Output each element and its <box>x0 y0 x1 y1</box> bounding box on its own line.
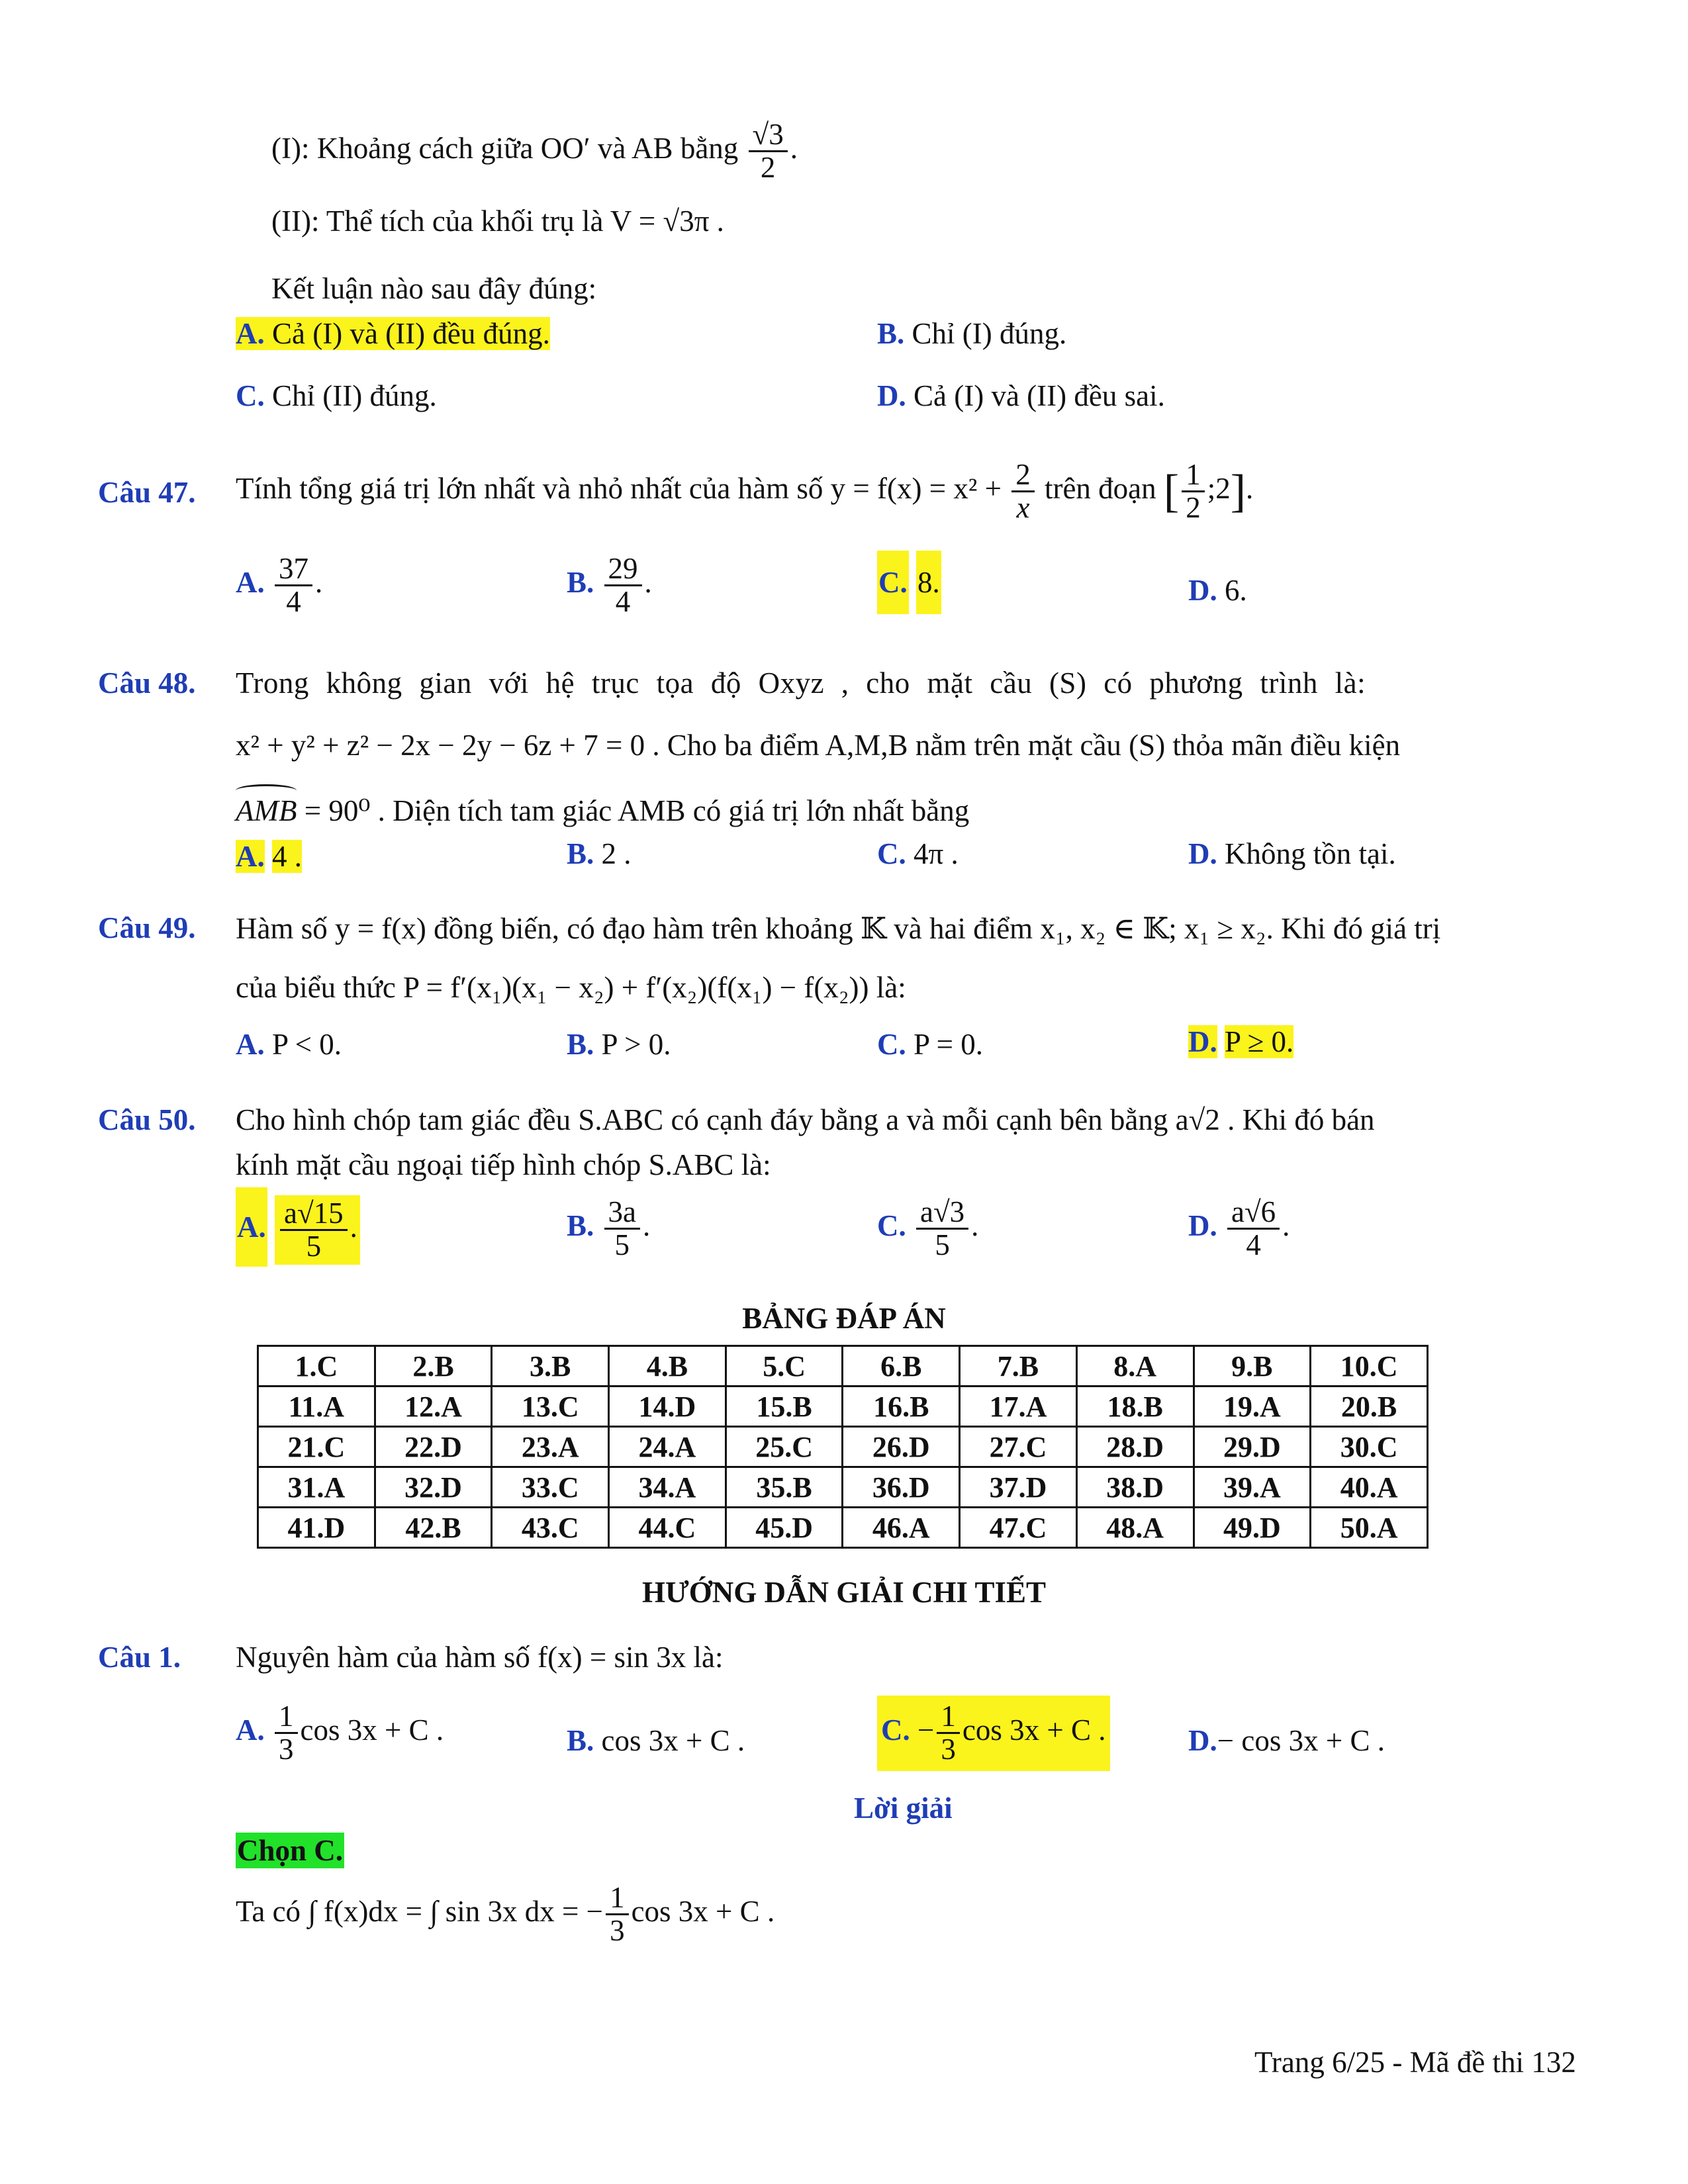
fraction-numerator: a√3 <box>916 1197 968 1230</box>
option-d[interactable] <box>1188 1723 1385 1758</box>
answer-cell: 50.A <box>1311 1508 1428 1548</box>
answer-cell: 26.D <box>843 1427 960 1467</box>
guide-title: HƯỚNG DẪN GIẢI CHI TIẾT <box>641 1576 1047 1609</box>
answer-cell: 30.C <box>1311 1427 1428 1467</box>
option-text: 8. <box>916 551 941 614</box>
fraction-denominator: 4 <box>286 585 301 619</box>
option-label: A. <box>236 1713 265 1747</box>
option-text: cos 3x + C . <box>962 1713 1106 1747</box>
answer-cell: 45.D <box>726 1508 843 1548</box>
option-label: D. <box>1188 1209 1217 1243</box>
option-a[interactable]: A. $\frac{37}{4}$ . <box>236 552 323 619</box>
answer-cell: 9.B <box>1194 1346 1311 1387</box>
option-label: A. <box>236 566 265 600</box>
fraction-numerator: 37 <box>275 553 312 586</box>
fraction-numerator: 29 <box>604 553 642 586</box>
answer-choice <box>236 1833 344 1868</box>
fraction-denominator: 2 <box>1186 491 1201 525</box>
option-text: P ≥ 0. <box>1225 1025 1294 1058</box>
answer-cell: 22.D <box>375 1427 492 1467</box>
question-text: Tính tổng giá trị lớn nhất và nhỏ nhất của hàm số y = f(x) = x² + <box>236 472 1002 506</box>
statement-2-text: : Thể tích của khối trụ là V = √3π . <box>310 205 724 238</box>
answer-cell: 11.A <box>258 1387 375 1427</box>
answer-cell: 6.B <box>843 1346 960 1387</box>
question-text: = 90⁰ . Diện tích tam giác AMB có giá trị lớn nhất bằng <box>304 794 970 827</box>
answer-cell: 23.A <box>492 1427 609 1467</box>
answer-cell: 2.B <box>375 1346 492 1387</box>
answer-table-title: BẢNG ĐÁP ÁN <box>742 1302 946 1335</box>
option-label: B. <box>567 1209 594 1243</box>
answer-cell: 28.D <box>1076 1427 1194 1467</box>
answer-cell: 42.B <box>375 1508 492 1548</box>
option-label: B. <box>877 317 905 350</box>
option-label: A. <box>236 840 265 873</box>
question-50-line-2: kính mặt cầu ngoại tiếp hình chóp S.ABC là: <box>236 1148 771 1181</box>
question-50-line-1: Cho hình chóp tam giác đều S.ABC có cạnh đáy bằng a và mỗi cạnh bên bằng a√2 . Khi đó bán <box>236 1103 1375 1136</box>
answer-cell: 4.B <box>609 1346 726 1387</box>
option-c[interactable] <box>877 551 941 614</box>
answer-cell: 24.A <box>609 1427 726 1467</box>
question-49-line-2: của biểu thức P = f′(x₁)(x₁ − x₂) + f′(x₂)(f(x₁) − f(x₂)) là: <box>236 971 906 1004</box>
option-label: D. <box>1188 837 1217 870</box>
option-label: D. <box>1188 574 1217 607</box>
answer-cell: 12.A <box>375 1387 492 1427</box>
option-label: C. <box>877 1209 906 1243</box>
option-label: C. <box>236 379 265 412</box>
fraction <box>916 1197 968 1261</box>
option-text: Chỉ (II) đúng. <box>272 379 437 412</box>
answer-cell: 31.A <box>258 1467 375 1508</box>
option-text: Không tồn tại. <box>1225 837 1396 870</box>
fraction-denominator: 3 <box>941 1733 956 1766</box>
statement-1-fraction <box>749 119 788 184</box>
answer-cell: 37.D <box>960 1467 1077 1508</box>
question-text: trên đoạn <box>1044 472 1156 506</box>
question-number: Câu 49. <box>98 911 196 944</box>
question-47-text: Tính tổng giá trị lớn nhất và nhỏ nhất của hàm số y = f(x) = x² + $\frac{2}{x}$ trên đoạn [ $\frac{1}{2}$ ;2]. <box>236 458 1254 525</box>
option-label: B. <box>567 1028 594 1061</box>
fraction-numerator: a√6 <box>1227 1197 1280 1230</box>
option-c[interactable] <box>877 1696 1110 1771</box>
option-a[interactable] <box>236 1027 342 1062</box>
answer-cell: 17.A <box>960 1387 1077 1427</box>
option-text: 4 . <box>272 840 302 873</box>
option-b[interactable]: B. $\frac{3a}{5}$ . <box>567 1195 651 1262</box>
fraction <box>275 1701 298 1766</box>
answer-cell: 41.D <box>258 1508 375 1548</box>
answer-cell: 36.D <box>843 1467 960 1508</box>
fraction-numerator: 1 <box>1182 459 1205 492</box>
option-b[interactable] <box>567 1027 671 1062</box>
statement-2 <box>271 204 724 238</box>
option-text: − cos 3x + C . <box>1217 1724 1385 1757</box>
option-d[interactable] <box>1188 573 1247 608</box>
answer-cell: 13.C <box>492 1387 609 1427</box>
fraction <box>1011 459 1035 524</box>
statement-2-label: (II) <box>271 205 311 238</box>
question-48-line-3 <box>236 793 969 828</box>
fraction-denominator: 5 <box>614 1228 630 1262</box>
answer-row <box>258 1346 1428 1387</box>
statement-1-text: : Khoảng cách giữa OO′ và AB bằng <box>301 132 739 165</box>
option-d[interactable] <box>1188 837 1396 871</box>
answer-cell: 15.B <box>726 1387 843 1427</box>
option-label: A. <box>237 1210 266 1244</box>
question-number: Câu 48. <box>98 666 196 700</box>
fraction-denominator: 3 <box>279 1733 294 1766</box>
option-a[interactable] <box>236 316 550 351</box>
angle-symbol: AMB <box>236 794 297 827</box>
fraction <box>604 1197 640 1261</box>
answer-row <box>258 1427 1428 1467</box>
option-d[interactable] <box>877 379 1165 413</box>
answer-cell: 16.B <box>843 1387 960 1427</box>
answer-cell: 27.C <box>960 1427 1077 1467</box>
conclusion-prompt: Kết luận nào sau đây đúng: <box>271 272 597 305</box>
answer-cell: 39.A <box>1194 1467 1311 1508</box>
fraction-numerator: 3a <box>604 1197 640 1230</box>
fraction <box>604 553 642 618</box>
option-label: D. <box>1188 1025 1217 1058</box>
option-a[interactable]: A. $\frac{a√15}{5}$ . <box>236 1187 360 1267</box>
option-text: cos 3x + C . <box>300 1713 444 1747</box>
statement-1: (I): Khoảng cách giữa OO′ và AB bằng $\frac{√3}{2}$ . <box>271 118 798 185</box>
segment-fraction <box>1182 459 1205 524</box>
option-label: D. <box>1188 1724 1217 1757</box>
option-label: A. <box>236 317 265 350</box>
answer-cell: 1.C <box>258 1346 375 1387</box>
option-b[interactable] <box>877 316 1066 351</box>
option-a[interactable] <box>236 839 302 874</box>
answer-cell: 40.A <box>1311 1467 1428 1508</box>
answer-cell: 25.C <box>726 1427 843 1467</box>
work-text: Ta có ∫ f(x)dx = ∫ sin 3x dx = − <box>236 1895 604 1929</box>
question-49-line-1: Hàm số y = f(x) đồng biến, có đạo hàm trên khoảng 𝕂 và hai điểm x₁, x₂ ∈ 𝕂; x₁ ≥ x₂. Khi đó giá trị <box>236 912 1441 945</box>
fraction-denominator: 5 <box>935 1228 950 1262</box>
answer-cell: 35.B <box>726 1467 843 1508</box>
statement-1-label: (I) <box>271 132 301 165</box>
option-c[interactable] <box>236 379 437 413</box>
option-b[interactable] <box>567 837 632 871</box>
question-number: Câu 47. <box>98 476 196 509</box>
fraction-numerator: 1 <box>937 1701 960 1734</box>
answer-row <box>258 1467 1428 1508</box>
answer-cell: 5.C <box>726 1346 843 1387</box>
option-a[interactable] <box>236 1701 444 1766</box>
answer-cell: 7.B <box>960 1346 1077 1387</box>
option-text: Cả (I) và (II) đều đúng. <box>272 317 550 350</box>
option-label: C. <box>878 566 908 599</box>
option-text: 4π . <box>914 837 959 870</box>
answer-cell: 14.D <box>609 1387 726 1427</box>
fraction-denominator: x <box>1016 491 1030 525</box>
answer-cell: 29.D <box>1194 1427 1311 1467</box>
fraction <box>937 1701 960 1766</box>
answer-cell: 32.D <box>375 1467 492 1508</box>
fraction-numerator: √3 <box>749 119 788 152</box>
option-text: 6. <box>1225 574 1247 607</box>
answer-cell: 8.A <box>1076 1346 1194 1387</box>
fraction-denominator: 2 <box>760 151 776 185</box>
answer-cell: 3.B <box>492 1346 609 1387</box>
fraction-denominator: 3 <box>610 1914 625 1948</box>
option-c[interactable] <box>877 837 959 871</box>
option-label: B. <box>567 1724 594 1757</box>
answer-row <box>258 1387 1428 1427</box>
question-48-line-2: x² + y² + z² − 2x − 2y − 6z + 7 = 0 . Cho ba điểm A,M,B nằm trên mặt cầu (S) thỏa mãn điều kiện <box>236 729 1401 762</box>
option-text: P > 0. <box>601 1028 671 1061</box>
question-number: Câu 1. <box>98 1641 181 1674</box>
option-c[interactable] <box>877 1027 983 1062</box>
option-label: C. <box>877 837 906 870</box>
fraction <box>275 553 312 618</box>
answer-cell: 48.A <box>1076 1508 1194 1548</box>
answer-cell: 18.B <box>1076 1387 1194 1427</box>
fraction-numerator: a√15 <box>280 1198 348 1231</box>
option-b[interactable] <box>567 1723 745 1758</box>
question-48-line-1: Trong không gian với hệ trục tọa độ Oxyz , cho mặt cầu (S) có phương trình là: <box>236 666 1366 700</box>
answer-cell: 20.B <box>1311 1387 1428 1427</box>
answer-cell: 10.C <box>1311 1346 1428 1387</box>
solution-title: Lời giải <box>854 1792 953 1825</box>
answer-cell: 47.C <box>960 1508 1077 1548</box>
answer-table <box>257 1345 1429 1549</box>
option-label: B. <box>567 566 594 600</box>
fraction-numerator: 1 <box>275 1701 298 1734</box>
option-text: cos 3x + C . <box>601 1724 745 1757</box>
answer-cell: 44.C <box>609 1508 726 1548</box>
work-text: cos 3x + C . <box>631 1895 775 1929</box>
option-label: D. <box>877 379 906 412</box>
answer-cell: 34.A <box>609 1467 726 1508</box>
guide-question-text: Nguyên hàm của hàm số f(x) = sin 3x là: <box>236 1641 724 1674</box>
answer-cell: 33.C <box>492 1467 609 1508</box>
fraction-denominator: 4 <box>615 585 631 619</box>
option-label: B. <box>567 837 594 870</box>
answer-row <box>258 1508 1428 1548</box>
option-text: Cả (I) và (II) đều sai. <box>914 379 1165 412</box>
answer-cell: 49.D <box>1194 1508 1311 1548</box>
option-label: A. <box>236 1028 265 1061</box>
solution-work <box>236 1882 774 1947</box>
fraction <box>1227 1197 1280 1261</box>
fraction <box>280 1198 348 1263</box>
answer-cell: 43.C <box>492 1508 609 1548</box>
option-text: 2 . <box>601 837 632 870</box>
option-d[interactable]: D. $\frac{a√6}{4}$ . <box>1188 1195 1290 1262</box>
minus-sign: − <box>917 1713 935 1747</box>
option-label: C. <box>881 1713 910 1747</box>
option-d[interactable] <box>1188 1024 1293 1059</box>
option-c[interactable]: C. $\frac{a√3}{5}$ . <box>877 1195 979 1262</box>
fraction-denominator: 4 <box>1246 1228 1261 1262</box>
fraction-numerator: 1 <box>606 1882 629 1915</box>
fraction-numerator: 2 <box>1011 459 1035 492</box>
answer-cell: 21.C <box>258 1427 375 1467</box>
page-footer: Trang 6/25 - Mã đề thi 132 <box>1254 2046 1576 2079</box>
option-text: P = 0. <box>914 1028 983 1061</box>
answer-cell: 46.A <box>843 1508 960 1548</box>
option-text: Chỉ (I) đúng. <box>912 317 1067 350</box>
option-b[interactable]: B. $\frac{29}{4}$ . <box>567 552 652 619</box>
fraction <box>606 1882 629 1947</box>
option-label: C. <box>877 1028 906 1061</box>
choice-text: Chọn C. <box>237 1834 344 1867</box>
question-number: Câu 50. <box>98 1103 196 1136</box>
answer-cell: 38.D <box>1076 1467 1194 1508</box>
fraction-denominator: 5 <box>306 1230 322 1263</box>
segment-end: ;2 <box>1207 472 1231 506</box>
answer-cell: 19.A <box>1194 1387 1311 1427</box>
option-text: P < 0. <box>272 1028 342 1061</box>
